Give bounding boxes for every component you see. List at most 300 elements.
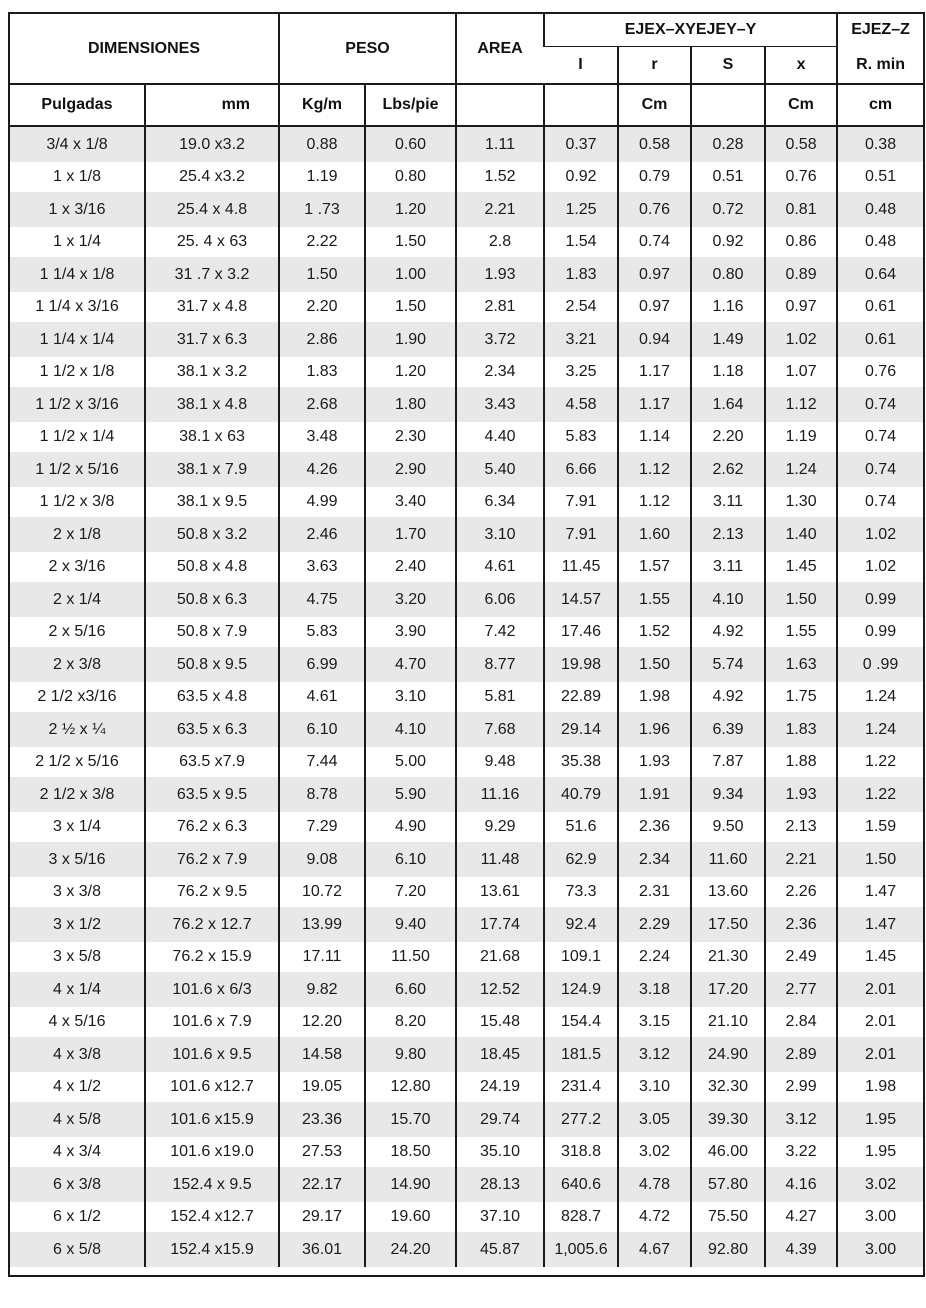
cell-r: 0.58	[618, 126, 691, 162]
cell-r: 1.17	[618, 357, 691, 387]
cell-kgm: 1.83	[279, 357, 365, 387]
cell-kgm: 7.29	[279, 812, 365, 842]
cell-S: 2.20	[691, 422, 765, 452]
cell-S: 0.28	[691, 126, 765, 162]
cell-I: 40.79	[544, 777, 618, 812]
cell-r: 2.34	[618, 842, 691, 877]
cell-area: 3.10	[456, 517, 544, 552]
cell-x: 0.58	[765, 126, 837, 162]
cell-S: 13.60	[691, 877, 765, 907]
cell-pulgadas: 6 x 3/8	[10, 1167, 145, 1202]
cell-area: 8.77	[456, 647, 544, 682]
cell-I: 7.91	[544, 487, 618, 517]
cell-lbspie: 3.10	[365, 682, 456, 712]
cell-mm: 63.5 x7.9	[145, 747, 279, 777]
cell-mm: 101.6 x12.7	[145, 1072, 279, 1102]
header-peso: PESO	[279, 14, 456, 84]
table-row	[10, 452, 923, 487]
cell-r: 3.10	[618, 1072, 691, 1102]
cell-I: 11.45	[544, 552, 618, 582]
cell-r: 1.98	[618, 682, 691, 712]
cell-kgm: 2.22	[279, 227, 365, 257]
cell-pulgadas: 1 1/4 x 3/16	[10, 292, 145, 322]
cell-mm: 63.5 x 4.8	[145, 682, 279, 712]
cell-rmin: 0.99	[837, 617, 923, 647]
cell-rmin: 3.02	[837, 1167, 923, 1202]
table-row	[10, 1202, 923, 1232]
header-S: S	[691, 47, 765, 85]
cell-S: 24.90	[691, 1037, 765, 1072]
cell-mm: 76.2 x 12.7	[145, 907, 279, 942]
angle-specs-table	[10, 14, 923, 1267]
cell-I: 6.66	[544, 452, 618, 487]
cell-x: 1.75	[765, 682, 837, 712]
cell-pulgadas: 1 1/2 x 3/16	[10, 387, 145, 422]
cell-mm: 25.4 x3.2	[145, 162, 279, 192]
cell-rmin: 0.64	[837, 257, 923, 292]
table-row	[10, 877, 923, 907]
cell-pulgadas: 2 x 1/8	[10, 517, 145, 552]
cell-I: 109.1	[544, 942, 618, 972]
cell-mm: 101.6 x19.0	[145, 1137, 279, 1167]
cell-rmin: 1.47	[837, 877, 923, 907]
cell-lbspie: 1.20	[365, 357, 456, 387]
cell-pulgadas: 3 x 1/4	[10, 812, 145, 842]
cell-S: 21.30	[691, 942, 765, 972]
table-row	[10, 647, 923, 682]
table-row	[10, 422, 923, 452]
cell-kgm: 4.75	[279, 582, 365, 617]
cell-r: 1.60	[618, 517, 691, 552]
table-row	[10, 972, 923, 1007]
cell-lbspie: 3.90	[365, 617, 456, 647]
cell-rmin: 1.22	[837, 777, 923, 812]
cell-pulgadas: 2 x 3/16	[10, 552, 145, 582]
cell-kgm: 4.26	[279, 452, 365, 487]
header-ejez: EJEZ–Z	[837, 14, 923, 47]
cell-mm: 101.6 x 9.5	[145, 1037, 279, 1072]
specs-table-frame	[8, 12, 925, 1277]
cell-lbspie: 5.90	[365, 777, 456, 812]
cell-lbspie: 9.80	[365, 1037, 456, 1072]
table-row	[10, 942, 923, 972]
cell-I: 181.5	[544, 1037, 618, 1072]
cell-I: 73.3	[544, 877, 618, 907]
table-row	[10, 617, 923, 647]
cell-area: 4.61	[456, 552, 544, 582]
cell-x: 1.88	[765, 747, 837, 777]
cell-rmin: 0.48	[837, 192, 923, 227]
cell-I: 62.9	[544, 842, 618, 877]
unit-pulgadas: Pulgadas	[10, 84, 145, 126]
cell-area: 1.11	[456, 126, 544, 162]
cell-mm: 152.4 x12.7	[145, 1202, 279, 1232]
cell-x: 1.40	[765, 517, 837, 552]
table-row	[10, 357, 923, 387]
cell-area: 29.74	[456, 1102, 544, 1137]
cell-I: 5.83	[544, 422, 618, 452]
table-row	[10, 552, 923, 582]
cell-mm: 31.7 x 6.3	[145, 322, 279, 357]
table-row	[10, 126, 923, 162]
cell-S: 17.50	[691, 907, 765, 942]
cell-I: 92.4	[544, 907, 618, 942]
cell-I: 7.91	[544, 517, 618, 552]
cell-I: 19.98	[544, 647, 618, 682]
cell-x: 2.99	[765, 1072, 837, 1102]
cell-r: 0.76	[618, 192, 691, 227]
cell-area: 9.29	[456, 812, 544, 842]
cell-lbspie: 7.20	[365, 877, 456, 907]
cell-area: 5.40	[456, 452, 544, 487]
cell-r: 1.12	[618, 452, 691, 487]
cell-x: 2.84	[765, 1007, 837, 1037]
table-row	[10, 582, 923, 617]
table-row	[10, 1037, 923, 1072]
cell-S: 9.50	[691, 812, 765, 842]
cell-lbspie: 4.90	[365, 812, 456, 842]
table-row	[10, 907, 923, 942]
cell-area: 12.52	[456, 972, 544, 1007]
cell-I: 4.58	[544, 387, 618, 422]
cell-mm: 50.8 x 6.3	[145, 582, 279, 617]
cell-r: 0.79	[618, 162, 691, 192]
cell-pulgadas: 2 ½ x ¼	[10, 712, 145, 747]
unit-x: Cm	[765, 84, 837, 126]
cell-pulgadas: 6 x 5/8	[10, 1232, 145, 1267]
cell-I: 3.25	[544, 357, 618, 387]
cell-x: 2.77	[765, 972, 837, 1007]
table-row	[10, 517, 923, 552]
cell-pulgadas: 1 1/4 x 1/8	[10, 257, 145, 292]
cell-pulgadas: 4 x 1/4	[10, 972, 145, 1007]
cell-mm: 31 .7 x 3.2	[145, 257, 279, 292]
cell-rmin: 1.50	[837, 842, 923, 877]
cell-pulgadas: 1 1/2 x 1/4	[10, 422, 145, 452]
cell-S: 4.10	[691, 582, 765, 617]
cell-S: 0.72	[691, 192, 765, 227]
cell-x: 1.19	[765, 422, 837, 452]
cell-pulgadas: 2 1/2 x3/16	[10, 682, 145, 712]
cell-r: 0.97	[618, 257, 691, 292]
cell-mm: 38.1 x 7.9	[145, 452, 279, 487]
cell-kgm: 4.61	[279, 682, 365, 712]
table-row	[10, 227, 923, 257]
cell-lbspie: 1.20	[365, 192, 456, 227]
cell-pulgadas: 1 1/2 x 5/16	[10, 452, 145, 487]
cell-kgm: 8.78	[279, 777, 365, 812]
cell-I: 14.57	[544, 582, 618, 617]
cell-I: 51.6	[544, 812, 618, 842]
cell-kgm: 29.17	[279, 1202, 365, 1232]
cell-I: 828.7	[544, 1202, 618, 1232]
cell-pulgadas: 1 x 1/4	[10, 227, 145, 257]
cell-kgm: 36.01	[279, 1232, 365, 1267]
cell-mm: 76.2 x 7.9	[145, 842, 279, 877]
cell-pulgadas: 1 1/2 x 1/8	[10, 357, 145, 387]
cell-area: 28.13	[456, 1167, 544, 1202]
cell-rmin: 0.38	[837, 126, 923, 162]
cell-pulgadas: 2 x 5/16	[10, 617, 145, 647]
cell-mm: 38.1 x 9.5	[145, 487, 279, 517]
cell-S: 17.20	[691, 972, 765, 1007]
cell-kgm: 3.48	[279, 422, 365, 452]
table-row	[10, 842, 923, 877]
cell-r: 1.17	[618, 387, 691, 422]
cell-lbspie: 3.20	[365, 582, 456, 617]
cell-kgm: 3.63	[279, 552, 365, 582]
cell-mm: 25. 4 x 63	[145, 227, 279, 257]
cell-area: 5.81	[456, 682, 544, 712]
table-row	[10, 1102, 923, 1137]
unit-r: Cm	[618, 84, 691, 126]
cell-rmin: 3.00	[837, 1202, 923, 1232]
cell-x: 2.89	[765, 1037, 837, 1072]
cell-r: 2.31	[618, 877, 691, 907]
cell-rmin: 0 .99	[837, 647, 923, 682]
cell-rmin: 1.59	[837, 812, 923, 842]
cell-x: 1.63	[765, 647, 837, 682]
cell-S: 6.39	[691, 712, 765, 747]
cell-pulgadas: 2 1/2 x 5/16	[10, 747, 145, 777]
cell-S: 57.80	[691, 1167, 765, 1202]
table-row	[10, 712, 923, 747]
cell-kgm: 23.36	[279, 1102, 365, 1137]
unit-mm: mm	[145, 84, 279, 126]
cell-lbspie: 1.50	[365, 227, 456, 257]
table-row	[10, 1167, 923, 1202]
cell-r: 3.12	[618, 1037, 691, 1072]
cell-mm: 38.1 x 4.8	[145, 387, 279, 422]
cell-mm: 101.6 x 7.9	[145, 1007, 279, 1037]
cell-area: 35.10	[456, 1137, 544, 1167]
cell-kgm: 1 .73	[279, 192, 365, 227]
cell-S: 46.00	[691, 1137, 765, 1167]
cell-pulgadas: 1 x 1/8	[10, 162, 145, 192]
cell-area: 11.16	[456, 777, 544, 812]
cell-area: 6.34	[456, 487, 544, 517]
cell-rmin: 1.02	[837, 552, 923, 582]
cell-pulgadas: 3/4 x 1/8	[10, 126, 145, 162]
cell-r: 1.14	[618, 422, 691, 452]
cell-lbspie: 4.70	[365, 647, 456, 682]
cell-area: 18.45	[456, 1037, 544, 1072]
cell-kgm: 10.72	[279, 877, 365, 907]
cell-kgm: 22.17	[279, 1167, 365, 1202]
cell-area: 3.72	[456, 322, 544, 357]
cell-mm: 76.2 x 6.3	[145, 812, 279, 842]
cell-rmin: 0.51	[837, 162, 923, 192]
cell-I: 1.54	[544, 227, 618, 257]
cell-pulgadas: 3 x 5/16	[10, 842, 145, 877]
cell-I: 1.83	[544, 257, 618, 292]
cell-pulgadas: 1 1/2 x 3/8	[10, 487, 145, 517]
unit-lbspie: Lbs/pie	[365, 84, 456, 126]
cell-area: 11.48	[456, 842, 544, 877]
table-row	[10, 292, 923, 322]
cell-rmin: 0.48	[837, 227, 923, 257]
cell-S: 0.92	[691, 227, 765, 257]
cell-lbspie: 0.80	[365, 162, 456, 192]
cell-r: 2.24	[618, 942, 691, 972]
table-row	[10, 682, 923, 712]
cell-mm: 50.8 x 9.5	[145, 647, 279, 682]
cell-pulgadas: 1 x 3/16	[10, 192, 145, 227]
table-row	[10, 1232, 923, 1267]
cell-r: 3.05	[618, 1102, 691, 1137]
cell-rmin: 3.00	[837, 1232, 923, 1267]
cell-mm: 50.8 x 7.9	[145, 617, 279, 647]
cell-r: 2.36	[618, 812, 691, 842]
cell-lbspie: 12.80	[365, 1072, 456, 1102]
cell-mm: 38.1 x 63	[145, 422, 279, 452]
cell-x: 0.86	[765, 227, 837, 257]
cell-S: 1.49	[691, 322, 765, 357]
cell-lbspie: 0.60	[365, 126, 456, 162]
cell-pulgadas: 2 x 1/4	[10, 582, 145, 617]
cell-r: 2.29	[618, 907, 691, 942]
cell-rmin: 0.74	[837, 422, 923, 452]
cell-r: 0.74	[618, 227, 691, 257]
cell-mm: 25.4 x 4.8	[145, 192, 279, 227]
header-area: AREA	[456, 14, 544, 84]
cell-mm: 63.5 x 6.3	[145, 712, 279, 747]
cell-area: 1.52	[456, 162, 544, 192]
cell-S: 3.11	[691, 552, 765, 582]
cell-rmin: 1.02	[837, 517, 923, 552]
cell-pulgadas: 3 x 3/8	[10, 877, 145, 907]
cell-x: 2.26	[765, 877, 837, 907]
cell-pulgadas: 3 x 1/2	[10, 907, 145, 942]
cell-rmin: 0.74	[837, 452, 923, 487]
cell-S: 39.30	[691, 1102, 765, 1137]
cell-x: 2.13	[765, 812, 837, 842]
table-row	[10, 487, 923, 517]
cell-lbspie: 18.50	[365, 1137, 456, 1167]
cell-area: 45.87	[456, 1232, 544, 1267]
cell-mm: 76.2 x 9.5	[145, 877, 279, 907]
cell-kgm: 12.20	[279, 1007, 365, 1037]
cell-I: 29.14	[544, 712, 618, 747]
cell-kgm: 14.58	[279, 1037, 365, 1072]
header-ejes-xy: EJEX–XYEJEY–Y	[544, 14, 837, 47]
cell-I: 2.54	[544, 292, 618, 322]
cell-x: 2.49	[765, 942, 837, 972]
cell-S: 2.13	[691, 517, 765, 552]
table-row	[10, 257, 923, 292]
cell-r: 1.50	[618, 647, 691, 682]
cell-r: 1.57	[618, 552, 691, 582]
cell-r: 0.97	[618, 292, 691, 322]
cell-r: 1.52	[618, 617, 691, 647]
cell-lbspie: 2.30	[365, 422, 456, 452]
cell-lbspie: 1.70	[365, 517, 456, 552]
cell-pulgadas: 4 x 3/4	[10, 1137, 145, 1167]
cell-r: 1.55	[618, 582, 691, 617]
header-r: r	[618, 47, 691, 85]
cell-x: 0.97	[765, 292, 837, 322]
cell-kgm: 17.11	[279, 942, 365, 972]
table-row	[10, 747, 923, 777]
cell-r: 4.78	[618, 1167, 691, 1202]
cell-kgm: 7.44	[279, 747, 365, 777]
cell-I: 124.9	[544, 972, 618, 1007]
cell-rmin: 0.61	[837, 292, 923, 322]
table-row	[10, 1137, 923, 1167]
cell-lbspie: 1.90	[365, 322, 456, 357]
cell-S: 0.51	[691, 162, 765, 192]
cell-area: 2.81	[456, 292, 544, 322]
cell-x: 4.39	[765, 1232, 837, 1267]
cell-rmin: 1.47	[837, 907, 923, 942]
unit-rmin: cm	[837, 84, 923, 126]
cell-S: 7.87	[691, 747, 765, 777]
cell-x: 1.12	[765, 387, 837, 422]
cell-S: 11.60	[691, 842, 765, 877]
cell-x: 2.36	[765, 907, 837, 942]
cell-x: 4.27	[765, 1202, 837, 1232]
cell-mm: 152.4 x 9.5	[145, 1167, 279, 1202]
cell-area: 37.10	[456, 1202, 544, 1232]
cell-kgm: 2.20	[279, 292, 365, 322]
cell-S: 4.92	[691, 617, 765, 647]
cell-mm: 101.6 x 6/3	[145, 972, 279, 1007]
cell-I: 35.38	[544, 747, 618, 777]
table-row	[10, 1007, 923, 1037]
cell-x: 1.93	[765, 777, 837, 812]
cell-r: 4.72	[618, 1202, 691, 1232]
cell-I: 3.21	[544, 322, 618, 357]
unit-area	[456, 84, 544, 126]
cell-kgm: 5.83	[279, 617, 365, 647]
cell-x: 1.55	[765, 617, 837, 647]
header-x: x	[765, 47, 837, 85]
table-row	[10, 777, 923, 812]
cell-I: 231.4	[544, 1072, 618, 1102]
cell-I: 0.37	[544, 126, 618, 162]
cell-x: 1.30	[765, 487, 837, 517]
cell-mm: 76.2 x 15.9	[145, 942, 279, 972]
cell-area: 7.42	[456, 617, 544, 647]
cell-r: 3.18	[618, 972, 691, 1007]
cell-lbspie: 6.60	[365, 972, 456, 1007]
cell-mm: 50.8 x 3.2	[145, 517, 279, 552]
cell-lbspie: 1.00	[365, 257, 456, 292]
cell-x: 1.45	[765, 552, 837, 582]
cell-I: 318.8	[544, 1137, 618, 1167]
cell-lbspie: 1.80	[365, 387, 456, 422]
cell-kgm: 13.99	[279, 907, 365, 942]
cell-x: 1.07	[765, 357, 837, 387]
cell-mm: 38.1 x 3.2	[145, 357, 279, 387]
cell-r: 4.67	[618, 1232, 691, 1267]
cell-x: 4.16	[765, 1167, 837, 1202]
cell-x: 1.83	[765, 712, 837, 747]
cell-area: 2.34	[456, 357, 544, 387]
cell-S: 3.11	[691, 487, 765, 517]
cell-S: 1.16	[691, 292, 765, 322]
cell-r: 3.15	[618, 1007, 691, 1037]
cell-rmin: 1.24	[837, 712, 923, 747]
header-rmin: R. min	[837, 47, 923, 85]
header-I: I	[544, 47, 618, 85]
cell-rmin: 0.99	[837, 582, 923, 617]
cell-x: 1.24	[765, 452, 837, 487]
cell-rmin: 0.74	[837, 487, 923, 517]
unit-I	[544, 84, 618, 126]
table-row	[10, 1072, 923, 1102]
table-row	[10, 192, 923, 227]
